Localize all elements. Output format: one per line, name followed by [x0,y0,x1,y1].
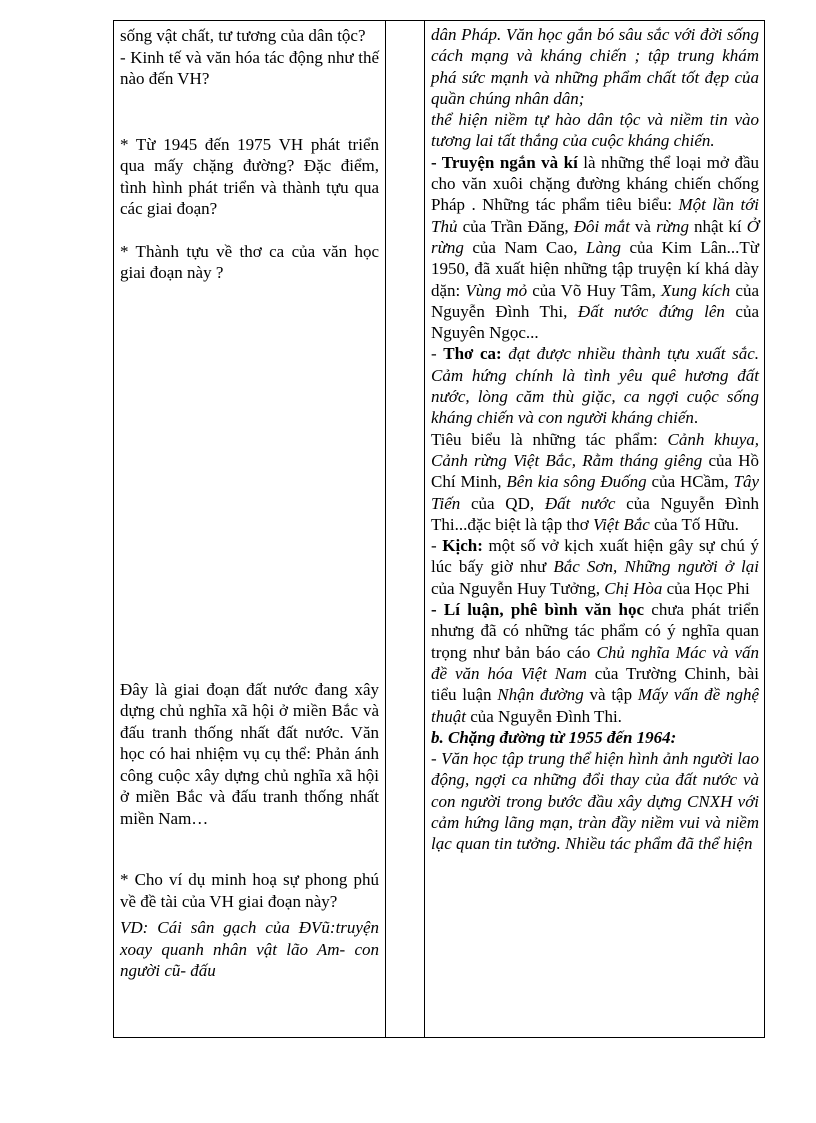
paragraph-text: thể hiện niềm tự hào dân tộc và niềm tin vào tương lai tất thắng của cuộc kháng chiến. [431,110,759,151]
left-column [114,21,385,982]
section-heading: Kịch: [442,536,483,556]
column-divider [385,21,386,1037]
content-table [113,20,765,1038]
section-poetry: - Thơ ca: đạt được nhiều thành tựu xuất sắc. Cảm hứng chính là tình yêu quê hương đất nước, lòng căm thù giặc, ca ngợi cuộc sống kháng chiến và con người kháng chiến. [431,344,759,428]
section-drama: - Kịch: một số vở kịch xuất hiện gây sự chú ý lúc bấy giờ như Bắc Sơn, Những người ở lại của Nguyễn Huy Tưởng, Chị Hòa của Học Phi [431,536,759,598]
section-criticism: - Lí luận, phê bình văn học chưa phát triển nhưng đã có những tác phẩm có ý nghĩa quan trọng như bản báo cáo Chủ nghĩa Mác và vấn đề văn hóa Việt Nam của Trường Chinh, bài tiểu luận Nhận đường và tập Mấy vấn đề nghệ thuật của Nguyễn Đình Thi. [431,600,760,726]
subsection-heading: b. Chặng đường từ 1955 đến 1964: [431,727,677,747]
question-text: * Cho ví dụ minh hoạ sự phong phú về đề tài của VH giai đoạn này? [120,870,379,911]
paragraph-text: dân Pháp. Văn học gắn bó sâu sắc với đời sống cách mạng và kháng chiến ; tập trung khám phá sức mạnh và những phẩm chất tốt đẹp của quần chúng nhân dân; [431,25,759,108]
section-heading: - Lí luận, phê bình văn học [431,600,645,620]
section-heading: - Truyện ngắn và kí [431,152,578,172]
section-heading: Thơ ca: [443,344,502,364]
question-text: sống vật chất, tư tương của dân tộc? [120,26,366,45]
paragraph-text: - Văn học tập trung thể hiện hình ảnh người lao động, ngợi ca những đổi thay của đất nước và con người trong bước đầu xây dựng CNXH với cảm hứng lãng mạn, tràn đầy niềm vui và niềm lạc quan tin tưởng. Nhiều tác phẩm đã thể hiện [431,749,759,854]
question-text: * Thành tựu về thơ ca của văn học giai đoạn này ? [120,241,379,282]
poetry-works: Tiêu biểu là những tác phẩm: Cảnh khuya, Cảnh rừng Việt Bắc, Rằm tháng giêng của Hồ Chí Minh, Bên kia sông Đuống của HCầm, Tây Tiến của QD, Đất nước của Nguyễn Đình Thi...đặc biệt là tập thơ Việt Bắc của Tố Hữu. [431,429,759,534]
question-text: * Từ 1945 đến 1975 VH phát triển qua mấy chặng đường? Đặc điểm, tình hình phát triển và thành tựu qua các giai đoạn? [120,134,379,218]
paragraph-text: Đây là giai đoạn đất nước đang xây dựng chủ nghĩa xã hội ở miền Bắc và đấu tranh thống nhất đất nước. Văn học có hai nhiệm vụ cụ thể: Phản ánh công cuộc xây dựng chủ nghĩa xã hội ở miền Bắc và đấu tranh thống nhất miền Nam… [120,679,379,828]
question-text: - Kinh tế và văn hóa tác động như thế nào đến VH? [120,47,379,88]
example-text: VD: Cái sân gạch của ĐVũ:truyện xoay quanh nhân vật lão Am- con người cũ- đấu [120,918,379,980]
right-column [425,21,766,855]
section-short-stories: - Truyện ngắn và kí là những thể loại mở đầu cho văn xuôi chặng đường kháng chiến chống Pháp . Những tác phẩm tiêu biểu: Một lần tới Thủ của Trần Đăng, Đôi mắt và rừng nhật kí Ở rừng của Nam Cao, Làng của Kim Lân...Từ 1950, đã xuất hiện những tập truyện kí khá dày dặn: Vùng mỏ của Võ Huy Tâm, Xung kích của Nguyễn Đình Thi, Đất nước đứng lên của Nguyên Ngọc... [431,152,760,343]
